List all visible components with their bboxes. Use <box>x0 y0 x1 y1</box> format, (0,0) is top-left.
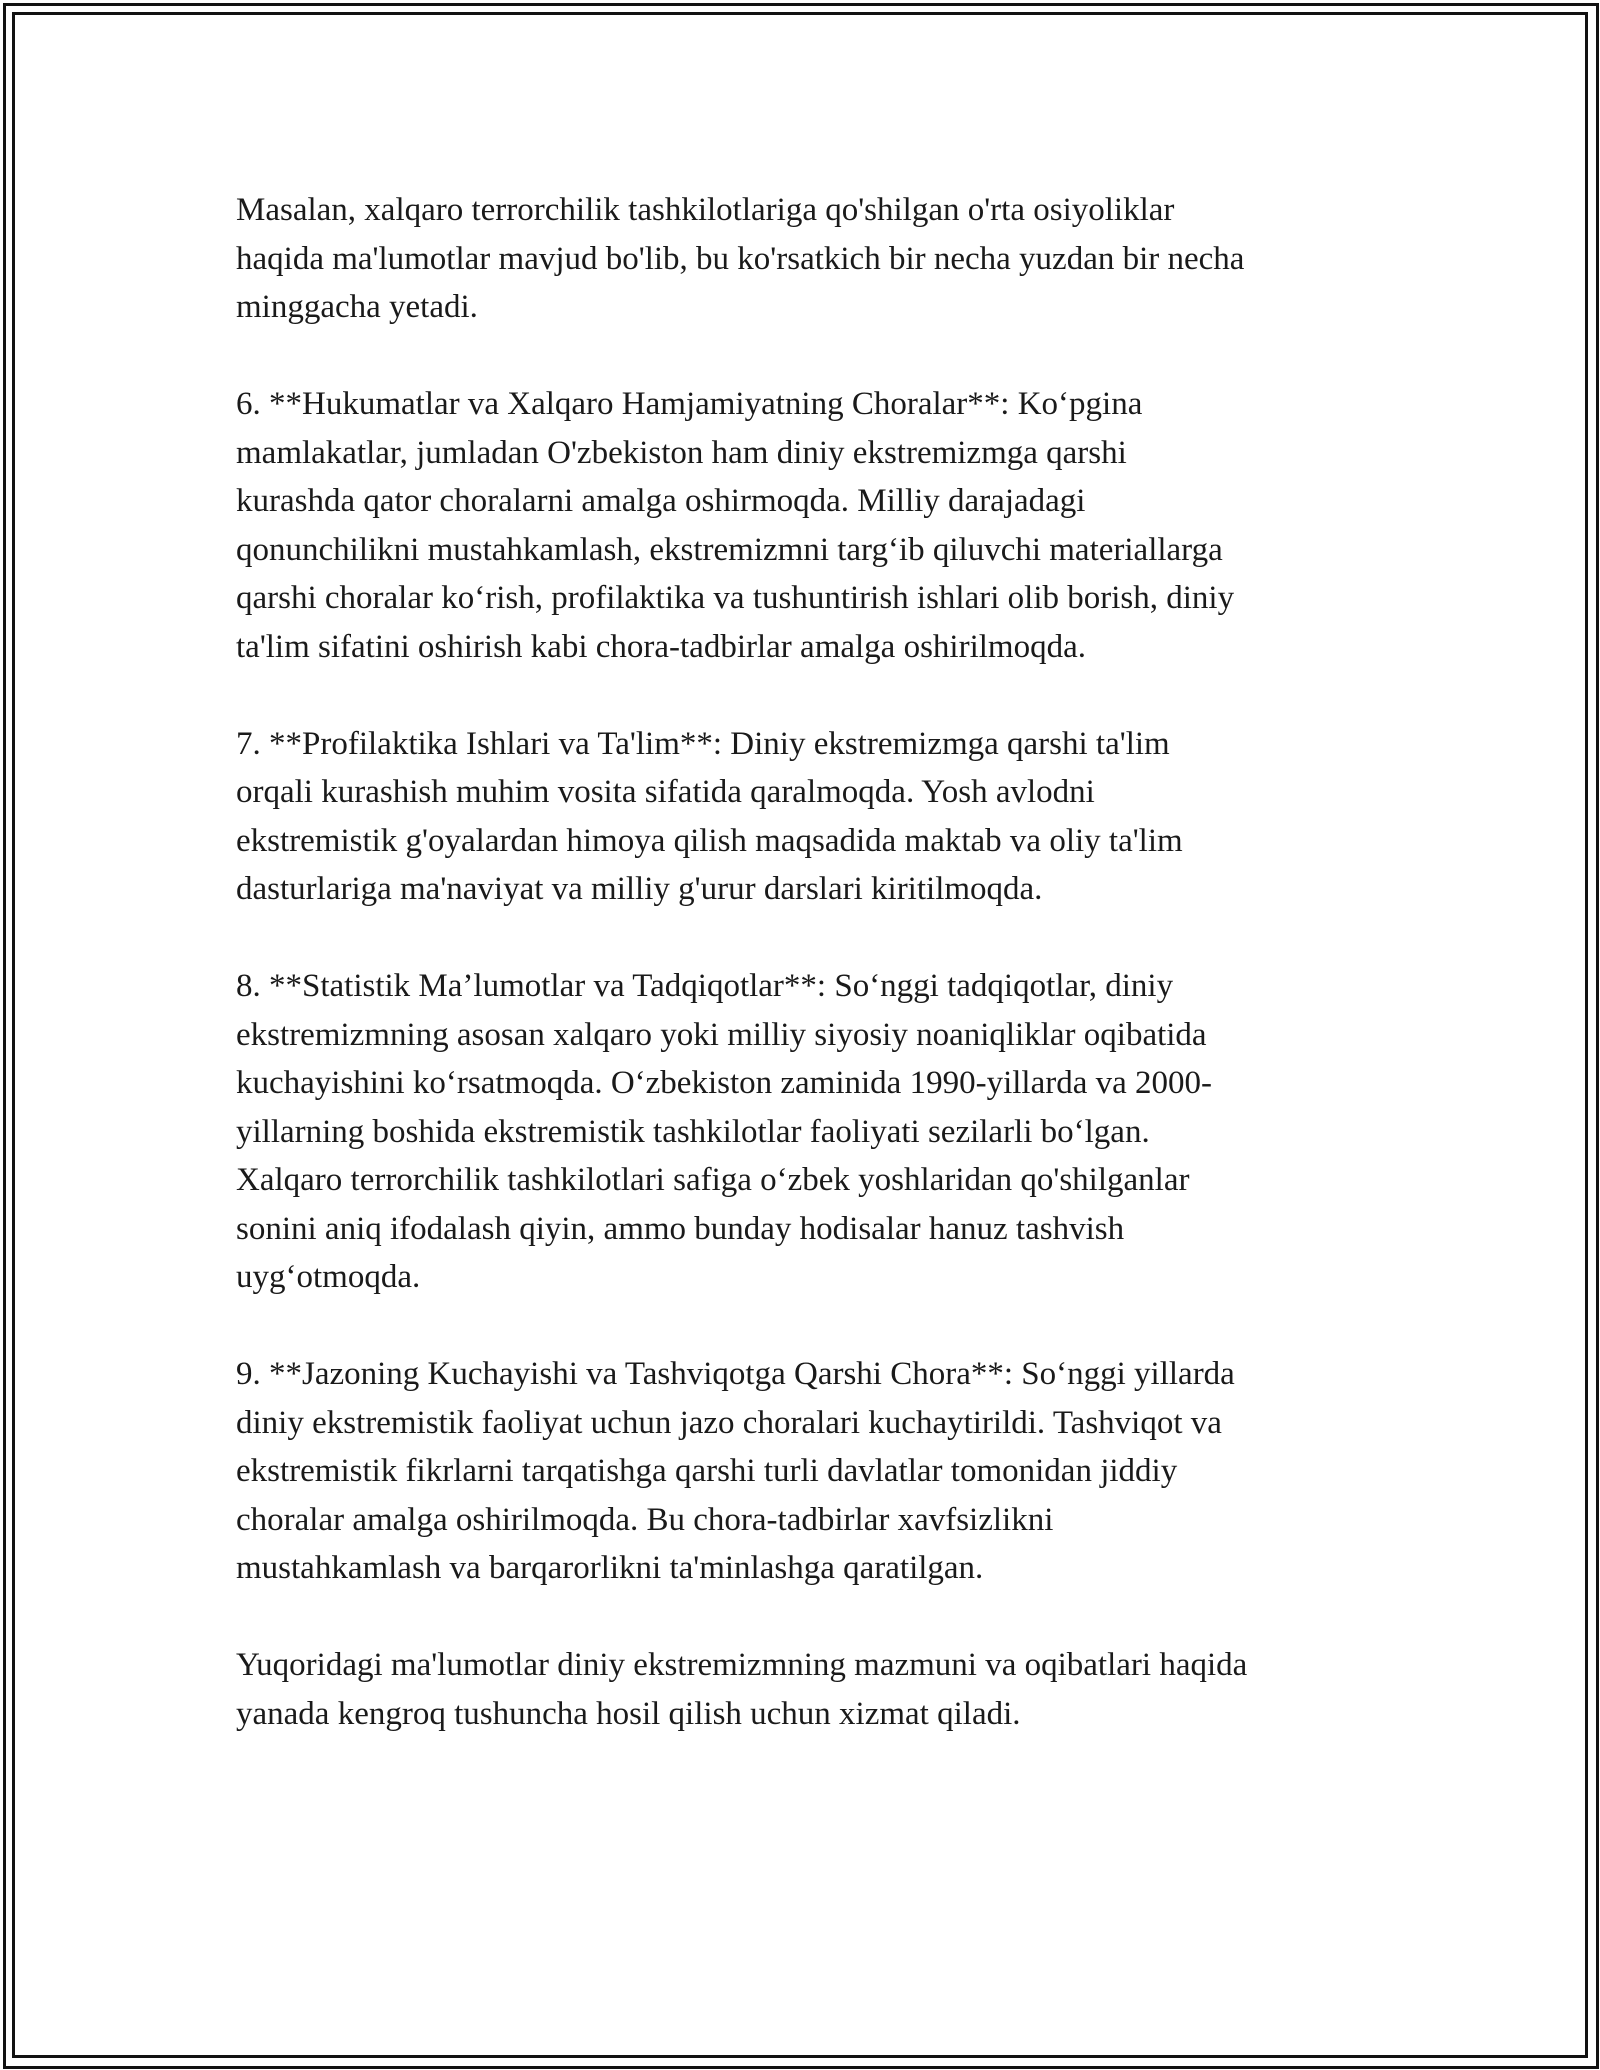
text-line: qarshi choralar koʻrish, profilaktika va tushuntirish ishlari olib borish, diniy <box>236 580 1235 616</box>
text-line: ekstremistik fikrlarni tarqatishga qarshi turli davlatlar tomonidan jiddiy <box>236 1453 1178 1489</box>
text-line: 8. **Statistik Ma’lumotlar va Tadqiqotlar**: Soʻnggi tadqiqotlar, diniy <box>236 968 1174 1004</box>
text-line: yillarning boshida ekstremistik tashkilotlar faoliyati sezilarli boʻlgan. <box>236 1113 1150 1150</box>
text-line: choralar amalga oshirilmoqda. Bu chora-tadbirlar xavfsizlikni <box>236 1501 1054 1538</box>
document-body <box>236 186 1386 1787</box>
text-line: qonunchilikni mustahkamlash, ekstremizmni targʻib qiluvchi materiallarga <box>236 531 1223 568</box>
text-line: dasturlariga ma'naviyat va milliy g'urur darslari kiritilmoqda. <box>236 871 1043 907</box>
text-line: sonini aniq ifodalash qiyin, ammo bunday hodisalar hanuz tashvish <box>236 1210 1125 1247</box>
text-line: Xalqaro terrorchilik tashkilotlari safiga oʻzbek yoshlaridan qo'shilganlar <box>236 1162 1190 1198</box>
text-line: orqali kurashish muhim vosita sifatida qaralmoqda. Yosh avlodni <box>236 774 1095 810</box>
paragraph <box>236 186 1386 332</box>
text-line: diniy ekstremistik faoliyat uchun jazo choralari kuchaytirildi. Tashviqot va <box>236 1404 1222 1441</box>
text-line: 6. **Hukumatlar va Xalqaro Hamjamiyatning Choralar**: Koʻpgina <box>236 386 1143 422</box>
paragraph <box>236 1350 1386 1593</box>
text-line: minggacha yetadi. <box>236 289 478 325</box>
paragraph <box>236 380 1386 671</box>
text-line: mamlakatlar, jumladan O'zbekiston ham diniy ekstremizmga qarshi <box>236 434 1127 471</box>
text-line: uygʻotmoqda. <box>236 1259 421 1295</box>
text-line: haqida ma'lumotlar mavjud bo'lib, bu ko'rsatkich bir necha yuzdan bir necha <box>236 240 1245 277</box>
text-line: ta'lim sifatini oshirish kabi chora-tadbirlar amalga oshirilmoqda. <box>236 628 1086 665</box>
paragraph <box>236 962 1386 1302</box>
paragraph <box>236 720 1386 914</box>
text-line: 9. **Jazoning Kuchayishi va Tashviqotga Qarshi Chora**: Soʻnggi yillarda <box>236 1356 1235 1392</box>
text-line: kurashda qator choralarni amalga oshirmoqda. Milliy darajadagi <box>236 483 1086 519</box>
text-line: mustahkamlash va barqarorlikni ta'minlashga qaratilgan. <box>236 1550 984 1586</box>
text-line: 7. **Profilaktika Ishlari va Ta'lim**: Diniy ekstremizmga qarshi ta'lim <box>236 725 1170 762</box>
text-line: kuchayishini koʻrsatmoqda. Oʻzbekiston zaminida 1990-yillarda va 2000- <box>236 1065 1212 1101</box>
text-line: ekstremizmning asosan xalqaro yoki milliy siyosiy noaniqliklar oqibatida <box>236 1016 1207 1053</box>
text-line: ekstremistik g'oyalardan himoya qilish maqsadida maktab va oliy ta'lim <box>236 822 1183 859</box>
text-line: yanada kengroq tushuncha hosil qilish uchun xizmat qiladi. <box>236 1695 1021 1732</box>
text-line: Yuqoridagi ma'lumotlar diniy ekstremizmning mazmuni va oqibatlari haqida <box>236 1647 1248 1683</box>
text-line: Masalan, xalqaro terrorchilik tashkilotlariga qo'shilgan o'rta osiyoliklar <box>236 192 1175 228</box>
paragraph <box>236 1641 1386 1738</box>
